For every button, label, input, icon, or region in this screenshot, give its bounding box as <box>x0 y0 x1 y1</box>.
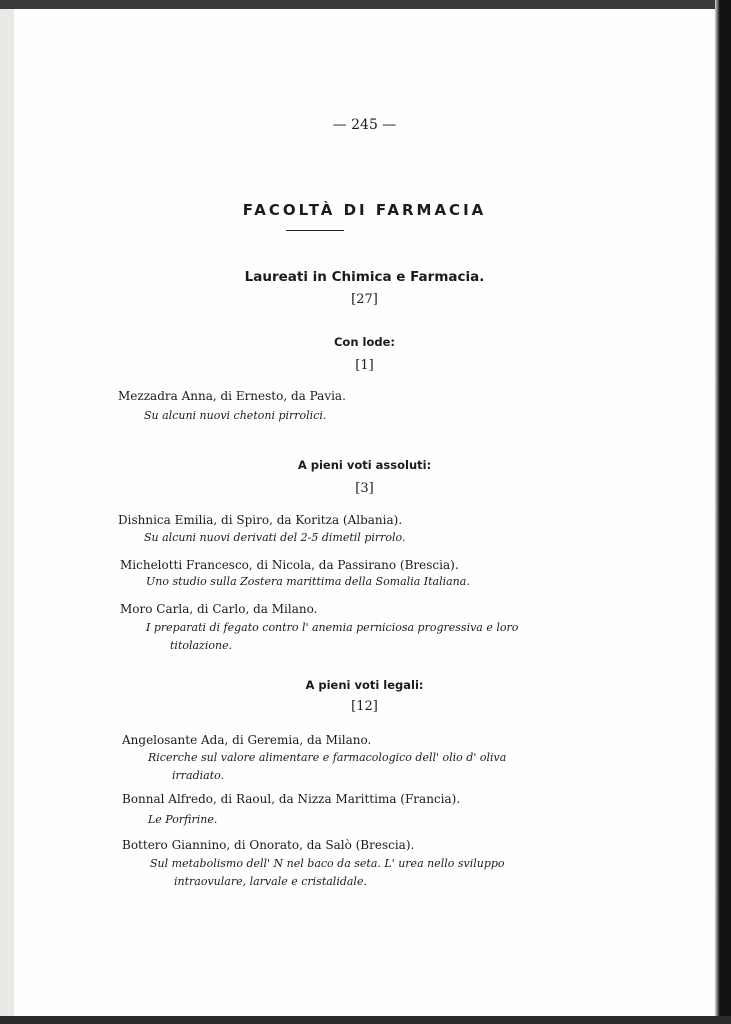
thesis-title: Su alcuni nuovi derivati del 2-5 dimetil pirrolo. <box>144 531 406 544</box>
thesis-title: Uno studio sulla Zostera marittima della Somalia Italiana. <box>146 575 470 588</box>
graduate-name: Bottero Giannino, di Onorato, da Salò (Brescia). <box>122 838 415 852</box>
graduate-name: Angelosante Ada, di Geremia, da Milano. <box>122 733 372 747</box>
section-count: [1] <box>355 358 374 373</box>
graduate-name: Dishnica Emilia, di Spiro, da Koritza (Albania). <box>118 513 403 527</box>
faculty-heading: FACOLTÀ DI FARMACIA <box>242 201 487 219</box>
thesis-title: Sul metabolismo dell' N nel baco da seta. L' urea nello sviluppo <box>150 857 505 870</box>
thesis-title: I preparati di fegato contro l' anemia perniciosa progressiva e loro <box>146 621 519 634</box>
thesis-title: Ricerche sul valore alimentare e farmacologico dell' olio d' oliva <box>148 751 507 764</box>
scan-left-edge <box>0 9 14 1024</box>
graduate-name: Bonnal Alfredo, di Raoul, da Nizza Marittima (Francia). <box>122 792 461 806</box>
scan-top-edge <box>0 0 731 9</box>
thesis-title: Su alcuni nuovi chetoni pirrolici. <box>144 409 327 422</box>
section-count: [12] <box>351 699 378 714</box>
section-heading: A pieni voti assoluti: <box>297 458 432 472</box>
degree-count: [27] <box>351 292 378 307</box>
thesis-title: Le Porfirine. <box>148 813 218 826</box>
section-heading: A pieni voti legali: <box>305 678 424 692</box>
graduate-name: Mezzadra Anna, di Ernesto, da Pavia. <box>118 389 346 403</box>
scan-right-edge <box>715 0 731 1024</box>
graduate-name: Moro Carla, di Carlo, da Milano. <box>120 602 318 616</box>
thesis-title-continued: titolazione. <box>170 639 233 652</box>
scan-bottom-edge <box>0 1016 731 1024</box>
thesis-title-continued: intraovulare, larvale e cristalidale. <box>174 875 367 888</box>
section-heading: Con lode: <box>333 335 395 349</box>
graduate-name: Michelotti Francesco, di Nicola, da Passirano (Brescia). <box>120 558 459 572</box>
degree-title: Laureati in Chimica e Farmacia. <box>244 269 485 285</box>
thesis-title-continued: irradiato. <box>172 769 225 782</box>
section-count: [3] <box>355 481 374 496</box>
heading-rule <box>286 230 344 231</box>
page-number: — 245 — <box>332 117 397 133</box>
document-page <box>14 9 715 1016</box>
